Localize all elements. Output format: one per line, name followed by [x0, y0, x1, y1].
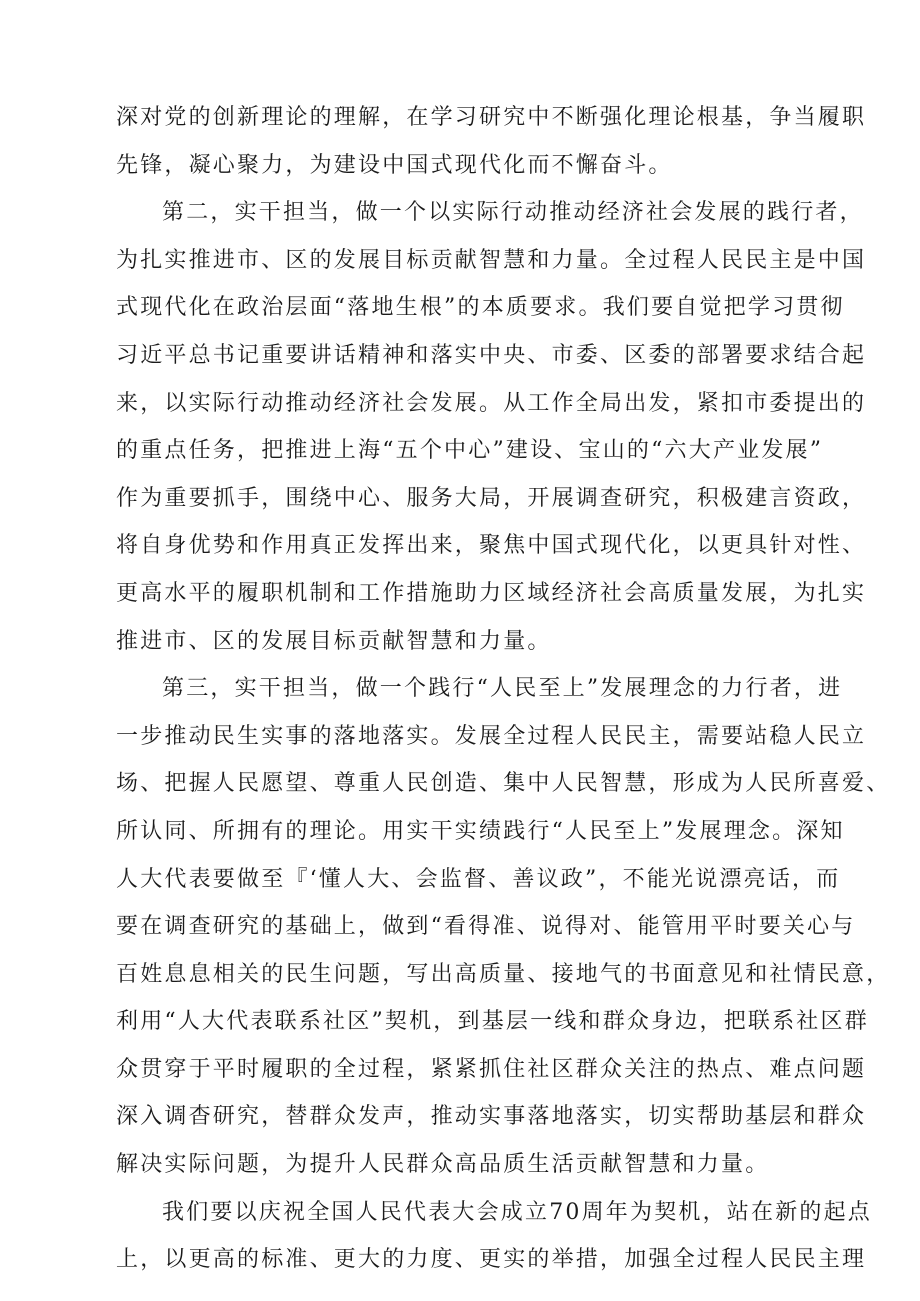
text-line: 将自身优势和作用真正发挥出来，聚焦中国式现代化，以更具针对性、 — [116, 533, 867, 559]
text-line: 推进市、区的发展目标贡献智慧和力量。 — [116, 628, 552, 654]
text-line: 要在调查研究的基础上，做到“看得准、说得对、能管用平时要关心与 — [116, 914, 856, 940]
text-line: 所认同、所拥有的理论。用实干实绩践行“人民至上”发展理念。深知 — [116, 818, 845, 844]
text-line: 人大代表要做至『‘懂人大、会监督、善议政”，不能光说漂亮话，而 — [116, 866, 841, 892]
text-line: 来，以实际行动推动经济社会发展。从工作全局出发，紧扣市委提出的 — [116, 390, 867, 416]
text-line: 更高水平的履职机制和工作措施助力区域经济社会高质量发展，为扎实 — [116, 580, 867, 606]
paragraph-conclusion — [116, 1189, 872, 1284]
text-line: 深入调杳研究，替群众发声，推动实事落地落实，切实帮助基层和群众 — [116, 1104, 867, 1130]
paragraph-continuation — [116, 94, 867, 189]
paragraph-second-point — [116, 189, 867, 665]
text-line: 百姓息息相关的民生问题，写出高质量、接地气的书面意见和社情民意， — [116, 961, 891, 987]
text-line: 先锋，凝心聚力，为建设中国式现代化而不懈奋斗。 — [116, 152, 673, 178]
paragraph-third-point — [116, 665, 891, 1189]
text-line: 上，以更高的标准、更大的力度、更实的举措，加强全过程人民民主理 — [116, 1247, 867, 1273]
text-line: 为扎实推进市、区的发展目标贡献智慧和力量。全过程人民民主是中国 — [116, 247, 867, 273]
text-line: 场、把握人民愿望、尊重人民创造、集中人民智慧，形成为人民所喜爱、 — [116, 771, 891, 797]
text-line: 一步推动民生实事的落地落实。发展全过程人民民主，需要站稳人民立 — [116, 723, 867, 749]
text-line: 利用“人大代表联系社区”契机，到基层一线和群众身边，把联系社区群 — [116, 1009, 869, 1035]
text-line: 我们要以庆祝全国人民代表大会成立70周年为契机，站在新的起点 — [162, 1199, 872, 1225]
text-line: 众贯穿于平时履职的全过程，紧紧抓住社区群众关注的热点、难点问题 — [116, 1056, 867, 1082]
text-line: 解决实际问题，为提升人民群众高品质生活贡献智慧和力量。 — [116, 1152, 770, 1178]
text-line: 第二，实干担当，做一个以实际行动推动经济社会发展的践行者， — [162, 200, 864, 226]
text-line: 深对党的创新理论的理解，在学习研究中不断强化理论根基，争当履职 — [116, 105, 867, 130]
text-line: 作为重要抓手，围绕中心、服务大局，开展调查研究，积极建言资政， — [116, 485, 867, 511]
text-line: 习近平总书记重要讲话精神和落实中央、市委、区委的部署要求结合起 — [116, 342, 867, 368]
text-line: 的重点任务，把推进上海“五个中心”建设、宝山的“六大产业发展” — [116, 438, 824, 464]
text-line: 第三，实干担当，做一个践行“人民至上”发展理念的力行者，进 — [162, 676, 843, 702]
text-line: 式现代化在政治层面“落地生根”的本质要求。我们要自觉把学习贯彻 — [116, 295, 845, 321]
